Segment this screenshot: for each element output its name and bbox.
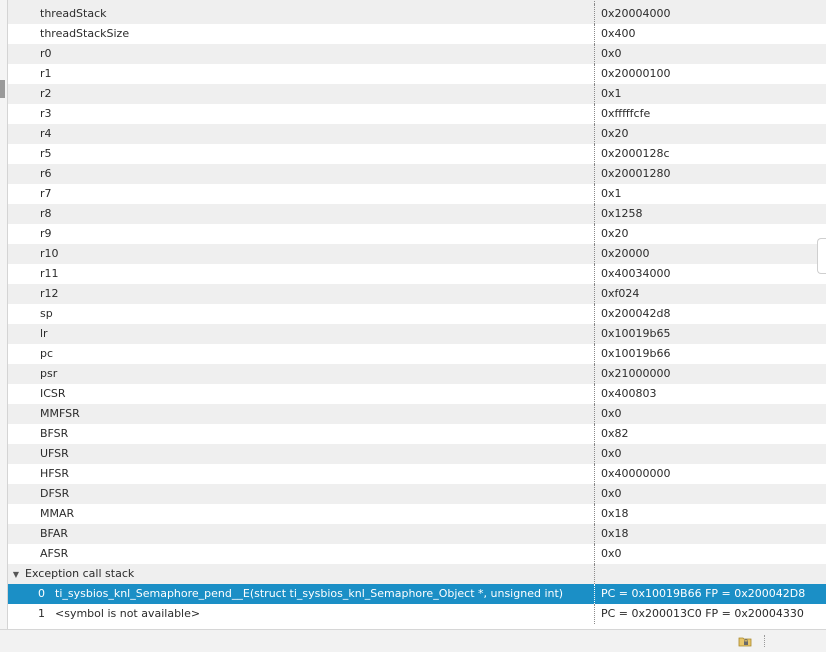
variable-value[interactable]: 0x18 [601, 507, 629, 520]
variable-name: BFSR [40, 427, 69, 440]
variable-row[interactable] [8, 164, 826, 184]
variable-name: r8 [40, 207, 52, 220]
variable-value[interactable]: 0x18 [601, 527, 629, 540]
variable-value[interactable]: 0x1258 [601, 207, 643, 220]
variable-row[interactable] [8, 344, 826, 364]
variable-row[interactable] [8, 104, 826, 124]
variable-value[interactable]: 0x20004000 [601, 7, 671, 20]
variable-value[interactable]: 0x2000128c [601, 147, 670, 160]
variable-row[interactable] [8, 404, 826, 424]
variable-name: MMFSR [40, 407, 80, 420]
variable-name: sp [40, 307, 53, 320]
variable-value[interactable]: 0xf024 [601, 287, 640, 300]
variable-name: r6 [40, 167, 52, 180]
variable-value[interactable]: 0x20 [601, 227, 629, 240]
variable-value[interactable]: 0x1 [601, 187, 622, 200]
variable-row[interactable] [8, 444, 826, 464]
variable-name: ICSR [40, 387, 66, 400]
variable-name: r4 [40, 127, 52, 140]
variable-name: r1 [40, 67, 52, 80]
variable-row[interactable] [8, 524, 826, 544]
variable-row[interactable] [8, 484, 826, 504]
variable-name: r7 [40, 187, 52, 200]
variable-row[interactable] [8, 284, 826, 304]
variable-row[interactable] [8, 64, 826, 84]
variable-name: r9 [40, 227, 52, 240]
variable-value[interactable]: 0x20000 [601, 247, 650, 260]
variables-tree [8, 0, 826, 629]
variable-value[interactable]: 0x0 [601, 487, 622, 500]
variable-name: r5 [40, 147, 52, 160]
variable-name: pc [40, 347, 54, 360]
variable-value[interactable]: 0x40034000 [601, 267, 671, 280]
variable-row[interactable] [8, 224, 826, 244]
variable-name: AFSR [40, 547, 69, 560]
variable-name: lr [40, 327, 48, 340]
variable-value[interactable]: 0x0 [601, 407, 622, 420]
frame-function: <symbol is not available> [55, 607, 201, 620]
variable-row[interactable] [8, 544, 826, 564]
variable-row[interactable] [8, 264, 826, 284]
variable-name: MMAR [40, 507, 75, 520]
variable-name: r2 [40, 87, 52, 100]
variable-value[interactable]: 0xfffffcfe [601, 107, 651, 120]
variable-row[interactable] [8, 364, 826, 384]
variable-row[interactable] [8, 84, 826, 104]
frame-value[interactable]: PC = 0x10019B66 FP = 0x200042D8 [601, 587, 806, 600]
variable-row[interactable] [8, 44, 826, 64]
variable-value[interactable]: 0x0 [601, 447, 622, 460]
variable-name: HFSR [40, 467, 70, 480]
variable-row[interactable] [8, 4, 826, 24]
variable-name: psr [40, 367, 58, 380]
variable-row[interactable] [8, 384, 826, 404]
variable-row[interactable] [8, 324, 826, 344]
variable-name: UFSR [40, 447, 69, 460]
variable-name: DFSR [40, 487, 70, 500]
variable-row[interactable] [8, 124, 826, 144]
variable-value[interactable]: 0x400 [601, 27, 636, 40]
folder-lock-icon[interactable] [738, 635, 752, 647]
exception-call-stack-label: Exception call stack [25, 567, 135, 580]
variable-row[interactable] [8, 144, 826, 164]
variable-value[interactable]: 0x20000100 [601, 67, 671, 80]
variable-row[interactable] [8, 204, 826, 224]
status-bar [0, 629, 826, 652]
variable-name: r0 [40, 47, 52, 60]
variable-value[interactable]: 0x0 [601, 47, 622, 60]
variable-value[interactable]: 0x20 [601, 127, 629, 140]
right-edge-tab[interactable] [817, 238, 826, 274]
variable-name: r11 [40, 267, 59, 280]
variable-value[interactable]: 0x10019b66 [601, 347, 671, 360]
variable-value[interactable]: 0x40000000 [601, 467, 671, 480]
variable-row[interactable] [8, 304, 826, 324]
stack-frame-row[interactable] [8, 604, 826, 624]
frame-value[interactable]: PC = 0x200013C0 FP = 0x20004330 [601, 607, 804, 620]
variable-value[interactable]: 0x82 [601, 427, 629, 440]
variable-value[interactable]: 0x0 [601, 547, 622, 560]
variable-row[interactable] [8, 424, 826, 444]
variable-name: BFAR [40, 527, 69, 540]
statusbar-grip[interactable] [764, 635, 767, 647]
variable-row[interactable] [8, 504, 826, 524]
variable-row[interactable] [8, 184, 826, 204]
stack-frame-row[interactable] [8, 584, 826, 604]
variable-row[interactable] [8, 464, 826, 484]
variable-row[interactable] [8, 244, 826, 264]
variable-name: r12 [40, 287, 59, 300]
variable-value[interactable]: 0x400803 [601, 387, 657, 400]
exception-call-stack-row[interactable] [8, 564, 826, 584]
variable-name: threadStackSize [40, 27, 130, 40]
frame-index: 1 [38, 607, 45, 620]
variable-value[interactable]: 0x10019b65 [601, 327, 671, 340]
frame-index: 0 [38, 587, 45, 600]
variable-value[interactable]: 0x200042d8 [601, 307, 671, 320]
variable-value[interactable]: 0x21000000 [601, 367, 671, 380]
expand-toggle-icon[interactable]: ▼ [12, 570, 20, 579]
variable-name: threadStack [40, 7, 107, 20]
left-scroll-gutter[interactable] [0, 0, 8, 629]
scroll-marker[interactable] [0, 80, 5, 98]
variable-row[interactable] [8, 24, 826, 44]
variable-name: r3 [40, 107, 52, 120]
frame-function: ti_sysbios_knl_Semaphore_pend__E(struct ti_sysbios_knl_Semaphore_Object *, unsigned int) [55, 587, 564, 600]
variable-value[interactable]: 0x1 [601, 87, 622, 100]
tree-rows [8, 4, 826, 624]
variable-name: r10 [40, 247, 59, 260]
variable-value[interactable]: 0x20001280 [601, 167, 671, 180]
